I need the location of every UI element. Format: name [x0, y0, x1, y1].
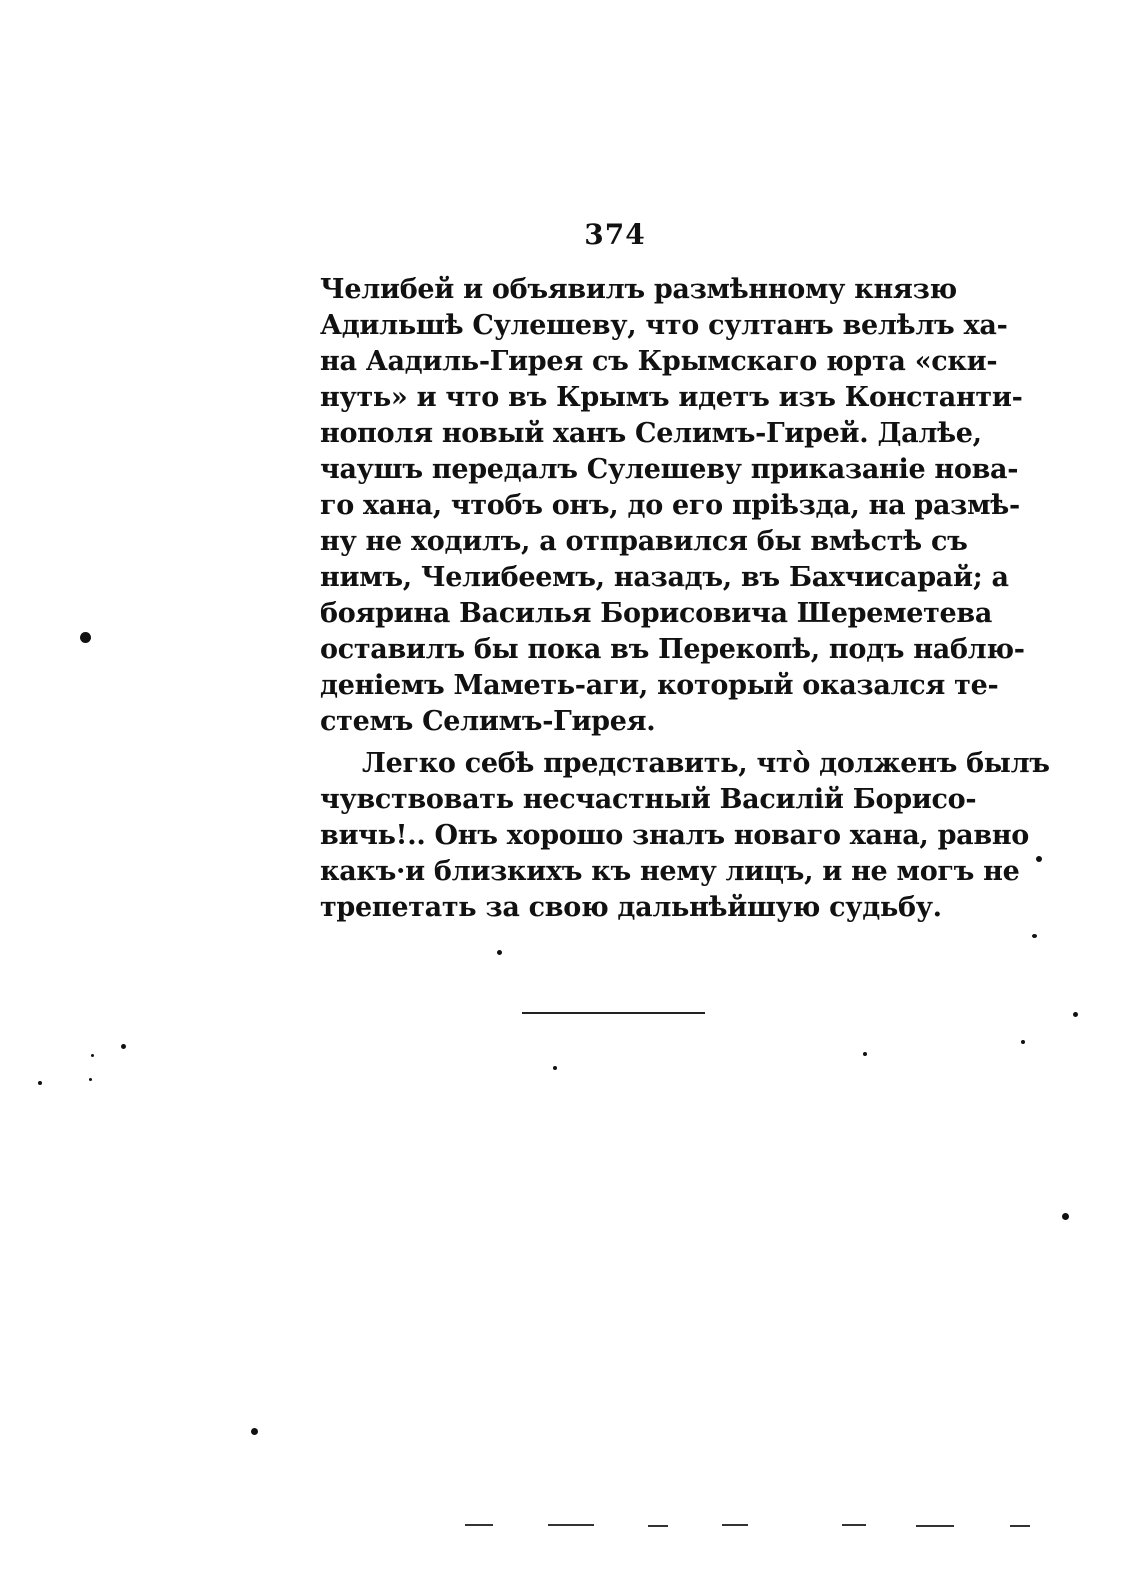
text-line: трепетать за свою дальнѣйшую судьбу. — [320, 892, 942, 923]
text-line: чаушъ передалъ Сулешеву приказаніе нова- — [320, 454, 1019, 485]
scan-speck — [1073, 1012, 1078, 1017]
section-end-rule — [522, 1012, 705, 1014]
scan-speck — [251, 1428, 258, 1435]
scan-speck — [89, 1078, 92, 1081]
scan-speck — [38, 1081, 42, 1085]
scan-speck — [1021, 1040, 1025, 1044]
scan-speck — [91, 1054, 94, 1057]
scan-edge-mark — [648, 1525, 668, 1527]
paragraph-2 — [320, 746, 1050, 926]
scan-speck — [497, 950, 502, 955]
text-line: вичь!.. Онъ хорошо зналъ новаго хана, равно — [320, 820, 1030, 851]
scan-edge-mark — [722, 1524, 748, 1526]
text-line: нимъ, Челибеемъ, назадъ, въ Бахчисарай; а — [320, 562, 1009, 593]
scan-edge-mark — [548, 1524, 594, 1526]
scan-speck — [80, 632, 91, 643]
text-line: Легко себѣ представить, что̀ долженъ былъ — [362, 748, 1050, 779]
text-line: какъ·и близкихъ къ нему лицъ, и не могъ не — [320, 856, 1020, 887]
scan-speck — [863, 1052, 867, 1056]
text-line: го хана, чтобъ онъ, до его пріѣзда, на размѣ- — [320, 490, 1020, 521]
text-line: Челибей и объявилъ размѣнному князю — [320, 274, 957, 305]
scan-edge-mark — [916, 1525, 954, 1527]
text-line: Адильшѣ Сулешеву, что султанъ велѣлъ ха- — [320, 310, 1008, 341]
scan-speck — [1036, 856, 1042, 862]
body-text — [320, 272, 1050, 932]
text-line: деніемъ Маметь-аги, который оказался те- — [320, 670, 999, 701]
text-line: оставилъ бы пока въ Перекопѣ, подъ наблю- — [320, 634, 1025, 665]
text-line: ну не ходилъ, а отправился бы вмѣстѣ съ — [320, 526, 968, 557]
text-line: нополя новый ханъ Селимъ-Гирей. Далѣе, — [320, 418, 982, 449]
text-line: стемъ Селимъ-Гирея. — [320, 706, 656, 737]
scan-speck — [121, 1044, 126, 1049]
text-line: боярина Василья Борисовича Шереметева — [320, 598, 993, 629]
scan-edge-mark — [842, 1524, 866, 1526]
paragraph-1 — [320, 272, 1025, 740]
text-line: нуть» и что въ Крымъ идетъ изъ Константи- — [320, 382, 1023, 413]
scan-speck — [1062, 1213, 1069, 1220]
scan-speck — [1032, 934, 1037, 938]
scan-edge-mark — [465, 1524, 493, 1526]
text-line: чувствовать несчастный Василій Борисо- — [320, 784, 977, 815]
scan-edge-mark — [1010, 1525, 1030, 1527]
page-number: 374 — [584, 218, 646, 251]
scan-speck — [553, 1066, 557, 1070]
text-line: на Аадиль-Гирея съ Крымскаго юрта «ски- — [320, 346, 998, 377]
